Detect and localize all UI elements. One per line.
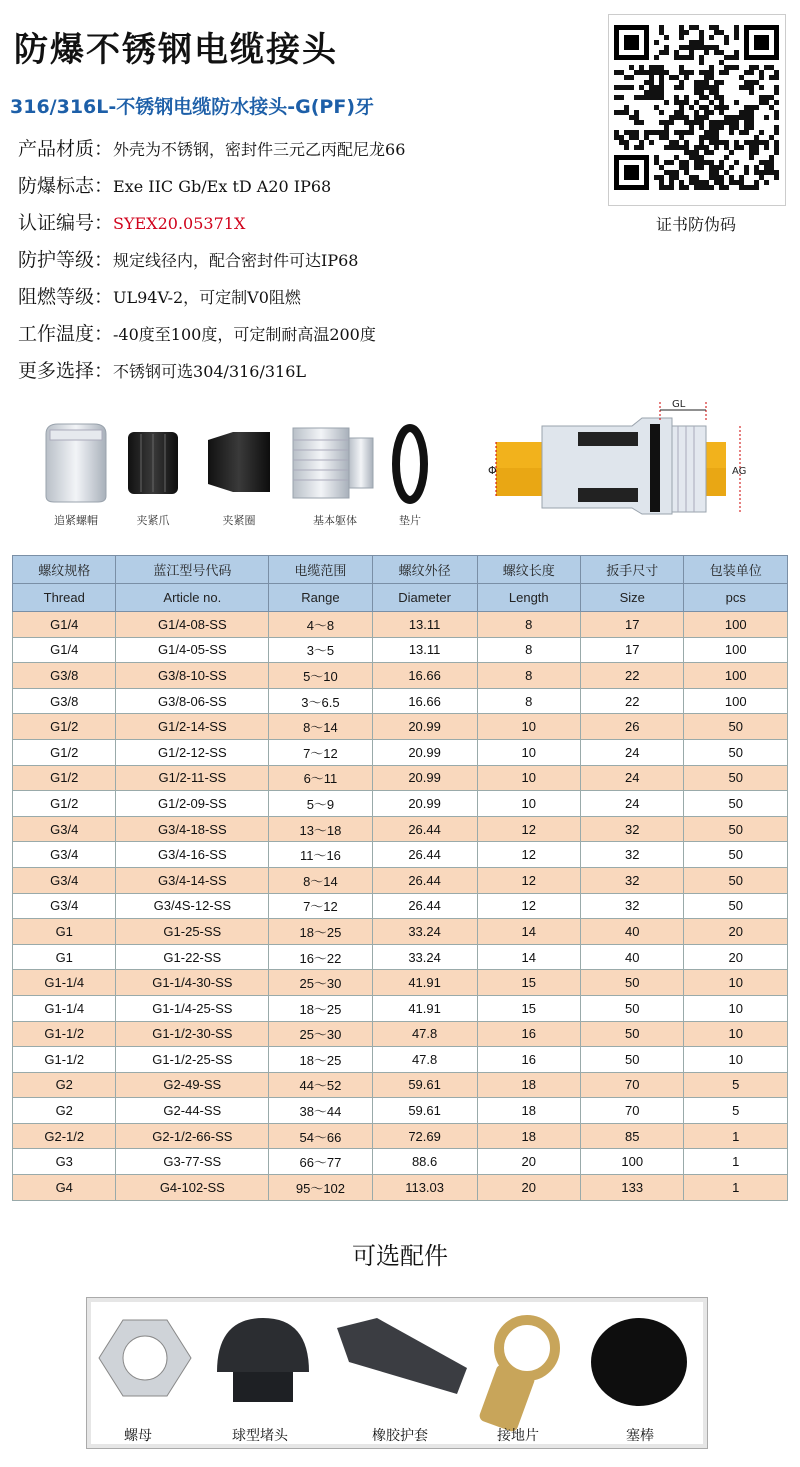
table-cell: 4～8 <box>269 612 372 638</box>
phi-label: Φ <box>488 464 497 477</box>
table-row <box>13 1072 788 1098</box>
spec-value: SYEX20.05371X <box>113 214 246 233</box>
column-header-en: Size <box>581 584 684 612</box>
column-header-en: Length <box>477 584 580 612</box>
table-cell: G1-1/2 <box>13 1047 116 1073</box>
table-cell: G3/4 <box>13 816 116 842</box>
table-cell: G1/4-08-SS <box>116 612 269 638</box>
table-cell: 12 <box>477 867 580 893</box>
table-cell: 26.44 <box>372 842 477 868</box>
rubber-boot-image <box>337 1318 467 1394</box>
spec-temperature <box>18 319 598 356</box>
table-cell: 20 <box>477 1175 580 1201</box>
spec-key: 防护等级： <box>18 249 114 271</box>
spec-more <box>18 356 598 393</box>
table-cell: 20 <box>684 944 788 970</box>
table-cell: 17 <box>581 612 684 638</box>
table-cell: 50 <box>684 765 788 791</box>
column-header-en: Article no. <box>116 584 269 612</box>
gl-label: GL <box>672 399 686 410</box>
table-cell: 16～22 <box>269 944 372 970</box>
table-cell: 1 <box>684 1123 788 1149</box>
table-cell: G2-44-SS <box>116 1098 269 1124</box>
table-cell: 24 <box>581 739 684 765</box>
table-header-en <box>13 584 788 612</box>
spec-key: 更多选择： <box>18 360 114 382</box>
table-row <box>13 791 788 817</box>
table-cell: G1-25-SS <box>116 919 269 945</box>
table-cell: 12 <box>477 893 580 919</box>
table-cell: 50 <box>581 1047 684 1073</box>
table-cell: G1/2 <box>13 765 116 791</box>
spec-key: 防爆标志： <box>18 175 114 197</box>
table-cell: 18 <box>477 1123 580 1149</box>
hex-nut-image <box>99 1320 191 1396</box>
table-cell: G2 <box>13 1072 116 1098</box>
table-cell: G4 <box>13 1175 116 1201</box>
qr-caption: 证书防伪码 <box>655 215 736 234</box>
acc-label-earth-tag: 接地片 <box>497 1428 539 1444</box>
table-cell: G2 <box>13 1098 116 1124</box>
table-cell: G3 <box>13 1149 116 1175</box>
table-cell: 59.61 <box>372 1098 477 1124</box>
table-cell: 5 <box>684 1098 788 1124</box>
table-cell: 20.99 <box>372 765 477 791</box>
table-cell: G1/2-12-SS <box>116 739 269 765</box>
table-cell: G3/4 <box>13 893 116 919</box>
table-cell: G4-102-SS <box>116 1175 269 1201</box>
column-header-en: Diameter <box>372 584 477 612</box>
table-row <box>13 995 788 1021</box>
table-cell: 40 <box>581 919 684 945</box>
column-header: 螺纹外径 <box>372 556 477 584</box>
table-cell: 32 <box>581 867 684 893</box>
table-cell: 85 <box>581 1123 684 1149</box>
table-cell: 33.24 <box>372 944 477 970</box>
table-row <box>13 739 788 765</box>
table-cell: 5～10 <box>269 663 372 689</box>
table-cell: G2-1/2 <box>13 1123 116 1149</box>
spec-protection <box>18 245 598 282</box>
table-cell: 13.11 <box>372 612 477 638</box>
column-header: 电缆范围 <box>269 556 372 584</box>
table-row <box>13 663 788 689</box>
table-cell: 8 <box>477 612 580 638</box>
table-cell: 100 <box>684 637 788 663</box>
table-cell: G1/2-14-SS <box>116 714 269 740</box>
table-cell: G1-1/2 <box>13 1021 116 1047</box>
acc-label-dome-plug: 球型堵头 <box>232 1428 288 1444</box>
table-cell: 50 <box>581 970 684 996</box>
table-cell: 11～16 <box>269 842 372 868</box>
table-cell: 5 <box>684 1072 788 1098</box>
table-cell: 41.91 <box>372 970 477 996</box>
spec-key: 工作温度： <box>18 323 114 345</box>
table-cell: 25～30 <box>269 970 372 996</box>
table-cell: 18 <box>477 1072 580 1098</box>
table-cell: 50 <box>684 714 788 740</box>
column-header: 螺纹规格 <box>13 556 116 584</box>
table-cell: 26.44 <box>372 867 477 893</box>
acc-label-rubber-boot: 橡胶护套 <box>372 1428 428 1444</box>
table-cell: 6～11 <box>269 765 372 791</box>
column-header: 包装单位 <box>684 556 788 584</box>
table-cell: 18～25 <box>269 919 372 945</box>
accessories-title: 可选配件 <box>352 1242 448 1270</box>
table-cell: 20 <box>477 1149 580 1175</box>
table-cell: G1/4-05-SS <box>116 637 269 663</box>
spec-value: UL94V-2，可定制V0阻燃 <box>113 288 301 307</box>
table-cell: 32 <box>581 816 684 842</box>
table-cell: G1/2-11-SS <box>116 765 269 791</box>
table-cell: 20 <box>684 919 788 945</box>
spec-flame <box>18 282 598 319</box>
spec-key: 阻燃等级： <box>18 286 114 308</box>
table-cell: 95～102 <box>269 1175 372 1201</box>
table-cell: 12 <box>477 842 580 868</box>
table-row <box>13 842 788 868</box>
table-cell: 1 <box>684 1175 788 1201</box>
table-cell: 38～44 <box>269 1098 372 1124</box>
table-row <box>13 1123 788 1149</box>
table-cell: G3/8-06-SS <box>116 688 269 714</box>
table-cell: 8 <box>477 637 580 663</box>
table-cell: 20.99 <box>372 791 477 817</box>
table-cell: 13.11 <box>372 637 477 663</box>
column-header: 螺纹长度 <box>477 556 580 584</box>
table-cell: 33.24 <box>372 919 477 945</box>
table-cell: G1/4 <box>13 637 116 663</box>
table-cell: G2-49-SS <box>116 1072 269 1098</box>
table-cell: 26 <box>581 714 684 740</box>
table-cell: 32 <box>581 842 684 868</box>
table-cell: 16.66 <box>372 688 477 714</box>
table-cell: 10 <box>684 1047 788 1073</box>
table-cell: G1/2 <box>13 714 116 740</box>
qr-code[interactable] <box>608 14 786 206</box>
table-cell: 50 <box>684 893 788 919</box>
table-cell: G3/4S-12-SS <box>116 893 269 919</box>
table-cell: G1-1/2-30-SS <box>116 1021 269 1047</box>
table-cell: 72.69 <box>372 1123 477 1149</box>
spec-table <box>12 555 788 1201</box>
table-cell: 5～9 <box>269 791 372 817</box>
table-cell: 50 <box>684 842 788 868</box>
spec-value: 外壳为不锈钢，密封件三元乙丙配尼龙66 <box>113 140 406 159</box>
column-header: 扳手尺寸 <box>581 556 684 584</box>
clamp-claw-part <box>128 432 178 494</box>
table-cell: 8～14 <box>269 714 372 740</box>
table-cell: 16.66 <box>372 663 477 689</box>
table-cell: 10 <box>684 1021 788 1047</box>
spec-material <box>18 134 598 171</box>
table-cell: 47.8 <box>372 1021 477 1047</box>
sealing-plug-image <box>591 1318 687 1406</box>
spec-list <box>18 134 598 393</box>
table-cell: 100 <box>684 663 788 689</box>
table-cell: 100 <box>581 1149 684 1175</box>
table-cell: 44～52 <box>269 1072 372 1098</box>
table-cell: G3-77-SS <box>116 1149 269 1175</box>
table-cell: G3/4-18-SS <box>116 816 269 842</box>
body-part <box>293 428 373 498</box>
qr-code-image <box>609 15 785 205</box>
table-cell: 18 <box>477 1098 580 1124</box>
spec-value: Exe IIC Gb/Ex tD A20 IP68 <box>113 177 332 196</box>
table-cell: G1/4 <box>13 612 116 638</box>
page-title: 防爆不锈钢电缆接头 <box>14 30 338 70</box>
part-label-ring: 夹紧圈 <box>222 514 256 527</box>
part-label-cap-nut: 追紧螺帽 <box>54 514 98 527</box>
table-row <box>13 816 788 842</box>
table-cell: 50 <box>581 1021 684 1047</box>
table-cell: 70 <box>581 1072 684 1098</box>
table-cell: 10 <box>684 995 788 1021</box>
table-cell: 12 <box>477 816 580 842</box>
table-cell: G1-1/4 <box>13 970 116 996</box>
table-cell: 15 <box>477 995 580 1021</box>
spec-key: 产品材质： <box>18 138 114 160</box>
table-row <box>13 688 788 714</box>
table-cell: 3～5 <box>269 637 372 663</box>
page-subtitle: 316/316L-不锈钢电缆防水接头-G(PF)牙 <box>10 96 375 118</box>
table-cell: 10 <box>477 791 580 817</box>
table-cell: G1-1/4 <box>13 995 116 1021</box>
table-cell: 50 <box>581 995 684 1021</box>
table-cell: G1 <box>13 919 116 945</box>
table-cell: 15 <box>477 970 580 996</box>
table-cell: 26.44 <box>372 893 477 919</box>
part-label-claw: 夹紧爪 <box>136 514 170 527</box>
table-cell: 20.99 <box>372 739 477 765</box>
table-cell: G1/2 <box>13 739 116 765</box>
part-label-body: 基本躯体 <box>313 514 357 527</box>
clamp-ring-part <box>208 432 270 492</box>
table-cell: 50 <box>684 739 788 765</box>
spec-value: 不锈钢可选304/316/316L <box>113 362 307 381</box>
table-row <box>13 1149 788 1175</box>
table-row <box>13 612 788 638</box>
spec-key: 认证编号： <box>18 212 114 234</box>
table-row <box>13 919 788 945</box>
table-row <box>13 714 788 740</box>
spec-cert-number <box>18 208 598 245</box>
table-cell: 25～30 <box>269 1021 372 1047</box>
table-cell: 50 <box>684 791 788 817</box>
table-cell: 7～12 <box>269 893 372 919</box>
table-cell: 50 <box>684 816 788 842</box>
dimension-diagram <box>482 396 752 536</box>
parts-svg <box>38 420 438 510</box>
table-cell: 16 <box>477 1047 580 1073</box>
table-cell: 10 <box>477 739 580 765</box>
table-row <box>13 765 788 791</box>
table-cell: 50 <box>684 867 788 893</box>
column-header-en: Range <box>269 584 372 612</box>
table-cell: 40 <box>581 944 684 970</box>
table-header-cn <box>13 556 788 584</box>
earth-tag-image <box>478 1320 555 1433</box>
table-cell: 8～14 <box>269 867 372 893</box>
spec-value: 规定线径内，配合密封件可达IP68 <box>113 251 359 270</box>
table-row <box>13 637 788 663</box>
table-row <box>13 1021 788 1047</box>
column-header-en: pcs <box>684 584 788 612</box>
table-cell: 24 <box>581 765 684 791</box>
cap-nut-part <box>46 424 106 502</box>
table-cell: 8 <box>477 688 580 714</box>
table-cell: G3/8 <box>13 688 116 714</box>
table-cell: 22 <box>581 688 684 714</box>
table-cell: 14 <box>477 919 580 945</box>
table-cell: 24 <box>581 791 684 817</box>
table-cell: 133 <box>581 1175 684 1201</box>
table-row <box>13 1098 788 1124</box>
table-cell: G3/4 <box>13 842 116 868</box>
table-cell: 66～77 <box>269 1149 372 1175</box>
table-cell: G3/8-10-SS <box>116 663 269 689</box>
table-row <box>13 944 788 970</box>
table-cell: G1-1/4-25-SS <box>116 995 269 1021</box>
table-cell: 22 <box>581 663 684 689</box>
table-row <box>13 1175 788 1201</box>
table-row <box>13 1047 788 1073</box>
table-cell: 18～25 <box>269 995 372 1021</box>
ag-label: AG <box>732 466 747 477</box>
part-label-gasket: 垫片 <box>399 514 421 527</box>
table-cell: 10 <box>684 970 788 996</box>
table-cell: 3～6.5 <box>269 688 372 714</box>
table-cell: G1/2-09-SS <box>116 791 269 817</box>
table-row <box>13 893 788 919</box>
table-cell: 1 <box>684 1149 788 1175</box>
table-cell: 70 <box>581 1098 684 1124</box>
table-cell: 32 <box>581 893 684 919</box>
column-header: 蓝江型号代码 <box>116 556 269 584</box>
table-cell: G3/8 <box>13 663 116 689</box>
table-cell: G3/4 <box>13 867 116 893</box>
spec-ex-marking <box>18 171 598 208</box>
table-cell: 54～66 <box>269 1123 372 1149</box>
table-cell: 17 <box>581 637 684 663</box>
dome-plug-image <box>217 1318 309 1402</box>
table-cell: G2-1/2-66-SS <box>116 1123 269 1149</box>
table-cell: 88.6 <box>372 1149 477 1175</box>
table-cell: 13～18 <box>269 816 372 842</box>
diagram-svg <box>482 396 752 536</box>
table-cell: 41.91 <box>372 995 477 1021</box>
table-cell: 59.61 <box>372 1072 477 1098</box>
table-cell: G3/4-14-SS <box>116 867 269 893</box>
table-cell: 100 <box>684 688 788 714</box>
table-cell: G1-22-SS <box>116 944 269 970</box>
table-cell: 10 <box>477 765 580 791</box>
spec-value: -40度至100度，可定制耐高温200度 <box>113 325 376 344</box>
table-cell: 26.44 <box>372 816 477 842</box>
parts-illustration <box>38 420 438 530</box>
table-row <box>13 867 788 893</box>
table-cell: 14 <box>477 944 580 970</box>
acc-label-nut: 螺母 <box>124 1428 152 1444</box>
acc-label-sealing-plug: 塞棒 <box>626 1428 654 1444</box>
table-cell: 47.8 <box>372 1047 477 1073</box>
table-body <box>13 612 788 1201</box>
table-cell: G3/4-16-SS <box>116 842 269 868</box>
table-cell: G1-1/4-30-SS <box>116 970 269 996</box>
table-cell: 7～12 <box>269 739 372 765</box>
table-cell: 100 <box>684 612 788 638</box>
table-cell: 20.99 <box>372 714 477 740</box>
table-cell: 18～25 <box>269 1047 372 1073</box>
column-header-en: Thread <box>13 584 116 612</box>
table-cell: 113.03 <box>372 1175 477 1201</box>
table-row <box>13 970 788 996</box>
table-cell: G1/2 <box>13 791 116 817</box>
table-cell: 16 <box>477 1021 580 1047</box>
table-cell: 8 <box>477 663 580 689</box>
gasket-part <box>396 428 424 500</box>
table-cell: 10 <box>477 714 580 740</box>
table-cell: G1-1/2-25-SS <box>116 1047 269 1073</box>
table-cell: G1 <box>13 944 116 970</box>
